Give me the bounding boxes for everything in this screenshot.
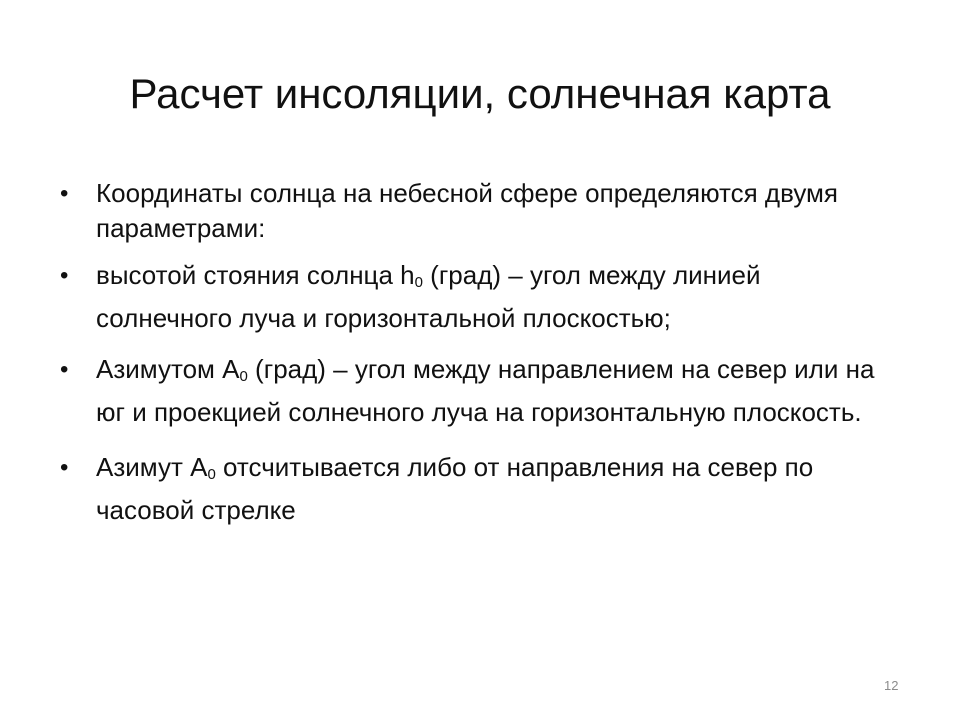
bullet-item-azimuth-definition <box>58 348 898 434</box>
bullet-item-azimuth-reference <box>58 446 898 532</box>
bullet-text-pre: Азимутом А <box>96 354 240 384</box>
bullet-list <box>58 176 898 532</box>
bullet-dot-icon: • <box>60 356 69 383</box>
bullet-item-coordinates <box>58 176 898 246</box>
subscript-zero: 0 <box>207 466 216 483</box>
bullet-text-pre: высотой стояния солнца h <box>96 260 415 290</box>
bullet-dot-icon: • <box>60 262 69 289</box>
slide-title: Расчет инсоляции, солнечная карта <box>129 70 831 117</box>
page-number: 12 <box>884 678 899 693</box>
bullet-text-post: (град) – угол между линией солнечного луча и горизонтальной плоскостью; <box>96 260 761 333</box>
bullet-dot-icon: • <box>60 180 69 207</box>
bullet-text-pre: Азимут А <box>96 452 208 482</box>
bullet-dot-icon: • <box>60 454 69 481</box>
bullet-text: Координаты солнца на небесной сфере определяются двумя параметрами: <box>96 178 838 243</box>
bullet-text-post: (град) – угол между направлением на север или на юг и проекцией солнечного луча на горизонтальную плоскость. <box>96 354 875 427</box>
subscript-zero: 0 <box>239 368 248 385</box>
subscript-zero: 0 <box>414 274 423 291</box>
bullet-item-altitude <box>58 254 898 340</box>
bullet-text-post: отсчитывается либо от направления на север по часовой стрелке <box>96 452 814 525</box>
